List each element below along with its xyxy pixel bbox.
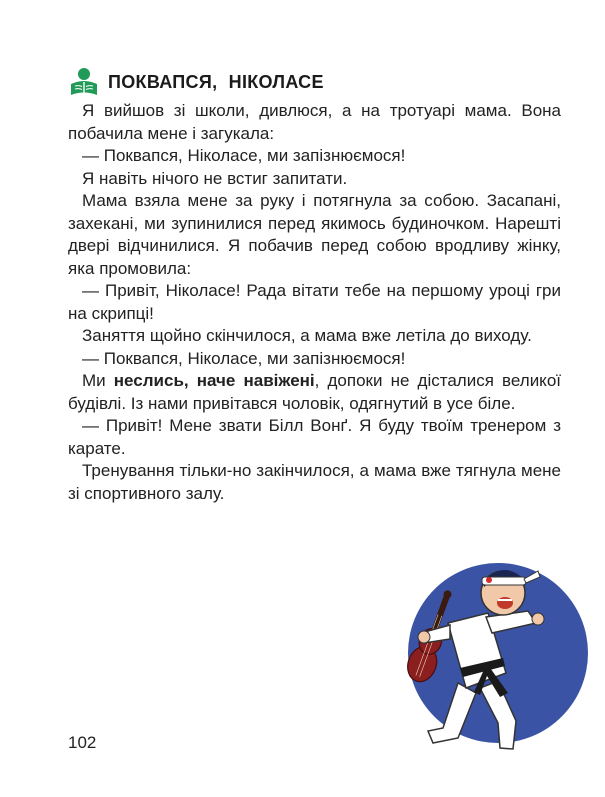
story-title: ПОКВАПСЯ, НІКОЛАСЕ [108,71,324,92]
paragraph: — Привіт, Ніколасе! Рада вітати тебе на першому уроці гри на скрипці! [68,281,561,323]
paragraph [68,370,561,415]
section-header [68,66,324,98]
paragraph: Заняття щойно скінчилося, а мама вже летіла до виходу. [82,326,532,345]
paragraph: — Привіт! Мене звати Білл Вонґ. Я буду твоїм тренером з карате. [68,416,561,458]
story-text [68,100,561,505]
bold-phrase: неслись, наче навіжені [113,371,315,390]
paragraph: Тренування тільки-но закінчилося, а мама вже тягнула мене зі спортивного залу. [68,461,561,503]
paragraph: Я навіть нічого не встиг запитати. [82,168,348,188]
paragraph-text: , допоки не дісталися великої будівлі. Із нами привітався чоловік, одягнутий в усе біле. [68,371,561,413]
karate-boy-violin-illustration [388,553,588,763]
page-number: 102 [68,733,97,752]
reading-child-icon [68,66,100,98]
paragraph: Мама взяла мене за руку і потягнула за собою. Засапані, захекані, ми зупинилися перед якимось будиночком. Нарешті двері відчинилися. Я побачив перед собою вродливу жінку, яка промовила: [68,191,561,278]
paragraph-text: Ми [82,371,114,390]
paragraph: — Поквапся, Ніколасе, ми запізнюємося! [82,146,406,165]
paragraph: — Поквапся, Ніколасе, ми запізнюємося! [82,348,406,368]
paragraph: Я вийшов зі школи, дивлюся, а на тротуарі мама. Вона побачила мене і загукала: [68,101,561,143]
